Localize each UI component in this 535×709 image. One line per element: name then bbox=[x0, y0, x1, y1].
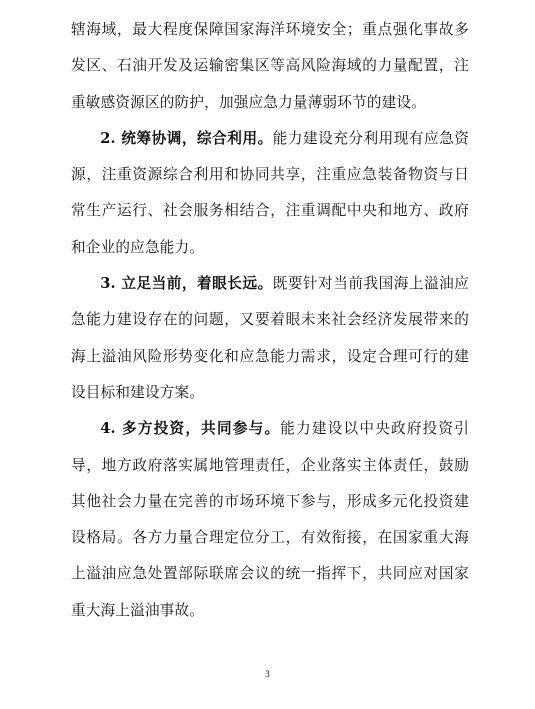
paragraph-long-term bbox=[71, 266, 469, 411]
paragraph-text: 辖海域，最大程度保障国家海洋环境安全；重点强化事故多发区、石油开发及运输密集区等高风险海域的力量配置，注重敏感资源区的防护，加强应急力量薄弱环节的建设。 bbox=[71, 21, 469, 111]
page-number: 3 bbox=[265, 669, 270, 679]
paragraph-text: 既要针对当前我国海上溢油应急能力建设存在的问题，又要着眼未来社会经济发展带来的海上溢油风险形势变化和应急能力需求，设定合理可行的建设目标和建设方案。 bbox=[71, 275, 470, 401]
paragraph-text: 能力建设以中央政府投资引导，地方政府落实属地管理责任，企业落实主体责任，鼓励其他社会力量在完善的市场环境下参与，形成多元化投资建设格局。各方力量合理定位分工，有效衔接，在国家重大海上溢油应急处置部际联席会议的统一指挥下，共同应对国家重大海上溢油事故。 bbox=[71, 420, 470, 619]
paragraph-heading: 3. 立足当前，着眼长远。 bbox=[100, 275, 273, 293]
paragraph-investment bbox=[71, 411, 469, 629]
paragraph-coordination bbox=[71, 121, 469, 266]
document-body bbox=[71, 12, 469, 629]
paragraph-heading: 2. 统筹协调，综合利用。 bbox=[100, 129, 273, 147]
paragraph-heading: 4. 多方投资，共同参与。 bbox=[100, 420, 281, 438]
paragraph-continuation bbox=[71, 12, 469, 121]
paragraph-text: 能力建设充分利用现有应急资源，注重资源综合利用和协同共享，注重应急装备物资与日常生产运行、社会服务相结合，注重调配中央和地方、政府和企业的应急能力。 bbox=[71, 129, 470, 256]
